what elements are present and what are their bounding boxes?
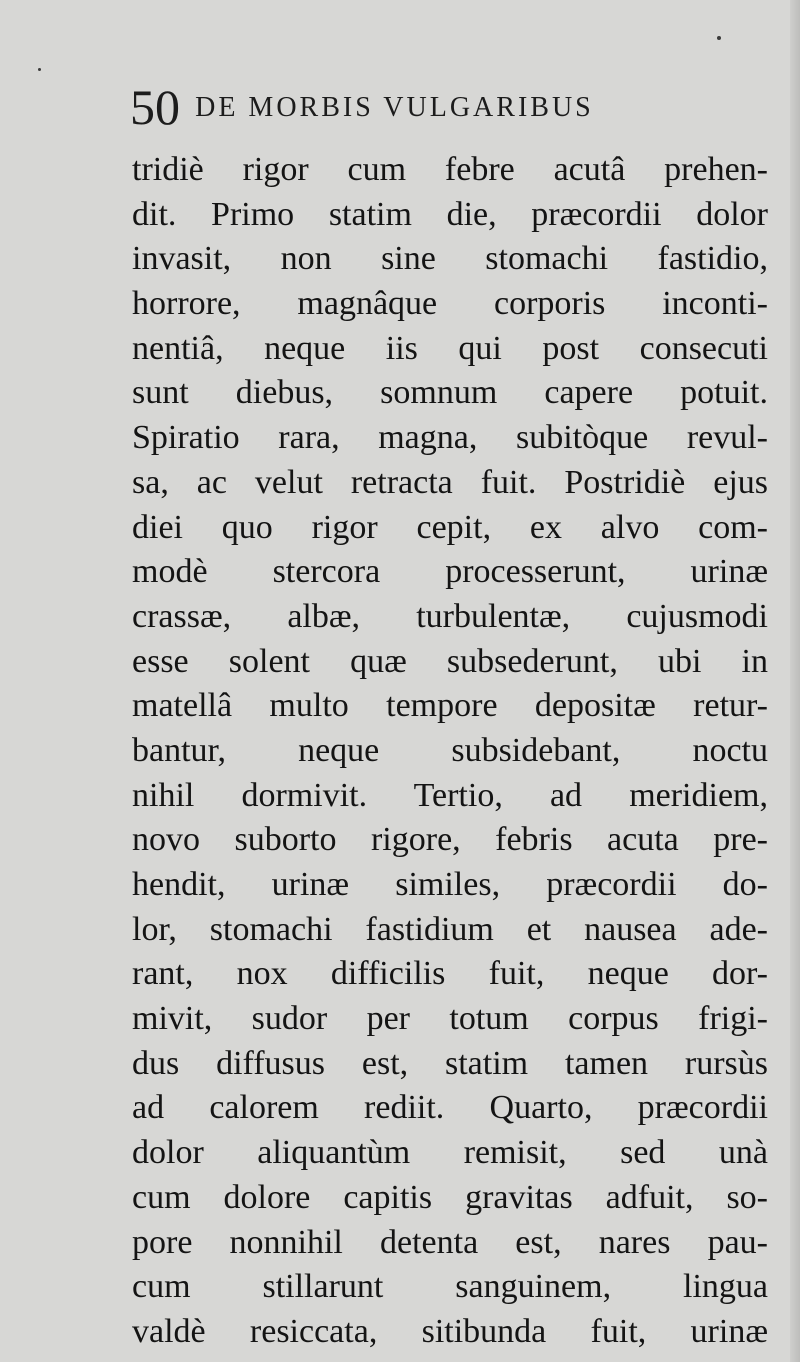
text-line: novo suborto rigore, febris acuta pre-: [132, 821, 768, 859]
ink-speck: [717, 36, 721, 40]
text-line: cum dolore capitis gravitas adfuit, so-: [132, 1178, 768, 1216]
text-line: lor, stomachi fastidium et nausea ade-: [132, 910, 768, 948]
running-head: [130, 80, 770, 135]
text-line: dolor aliquantùm remisit, sed unà: [132, 1134, 768, 1172]
text-line: cum stillarunt sanguinem, lingua: [132, 1268, 768, 1306]
text-line: matellâ multo tempore depositæ retur-: [132, 687, 768, 725]
text-line: dit. Primo statim die, præcordii dolor: [132, 195, 768, 233]
text-line: sa, ac velut retracta fuit. Postridiè ejus: [132, 463, 768, 501]
text-line: bantur, neque subsidebant, noctu: [132, 731, 768, 769]
text-line: nihil dormivit. Tertio, ad meridiem,: [132, 776, 768, 814]
body-text: [132, 148, 768, 1355]
page-number: 50: [130, 79, 180, 135]
text-line: pore nonnihil detenta est, nares pau-: [132, 1223, 768, 1261]
page-edge: [790, 0, 800, 1362]
ink-speck: [38, 68, 41, 71]
text-line: horrore, magnâque corporis inconti-: [132, 285, 768, 323]
text-line: sunt diebus, somnum capere potuit.: [132, 374, 768, 412]
text-line: rant, nox difficilis fuit, neque dor-: [132, 955, 768, 993]
text-line: hendit, urinæ similes, præcordii do-: [132, 866, 768, 903]
text-line: invasit, non sine stomachi fastidio,: [132, 240, 768, 278]
text-line: esse solent quæ subsederunt, ubi in: [132, 642, 768, 680]
text-line: tridiè rigor cum febre acutâ prehen-: [132, 151, 768, 188]
text-line: valdè resiccata, sitibunda fuit, urinæ: [132, 1312, 768, 1350]
text-line: ad calorem rediit. Quarto, præcordii: [132, 1089, 768, 1127]
text-line: modè stercora processerunt, urinæ: [132, 553, 768, 591]
text-line: Spiratio rara, magna, subitòque revul-: [132, 419, 768, 457]
text-line: dus diffusus est, statim tamen rursùs: [132, 1044, 768, 1082]
text-line: crassæ, albæ, turbulentæ, cujusmodi: [132, 597, 768, 635]
text-line: mivit, sudor per totum corpus frigi-: [132, 1000, 768, 1038]
text-line: diei quo rigor cepit, ex alvo com-: [132, 508, 768, 546]
running-title: DE MORBIS VULGARIBUS: [195, 92, 594, 123]
text-line: nentiâ, neque iis qui post consecuti: [132, 329, 768, 367]
